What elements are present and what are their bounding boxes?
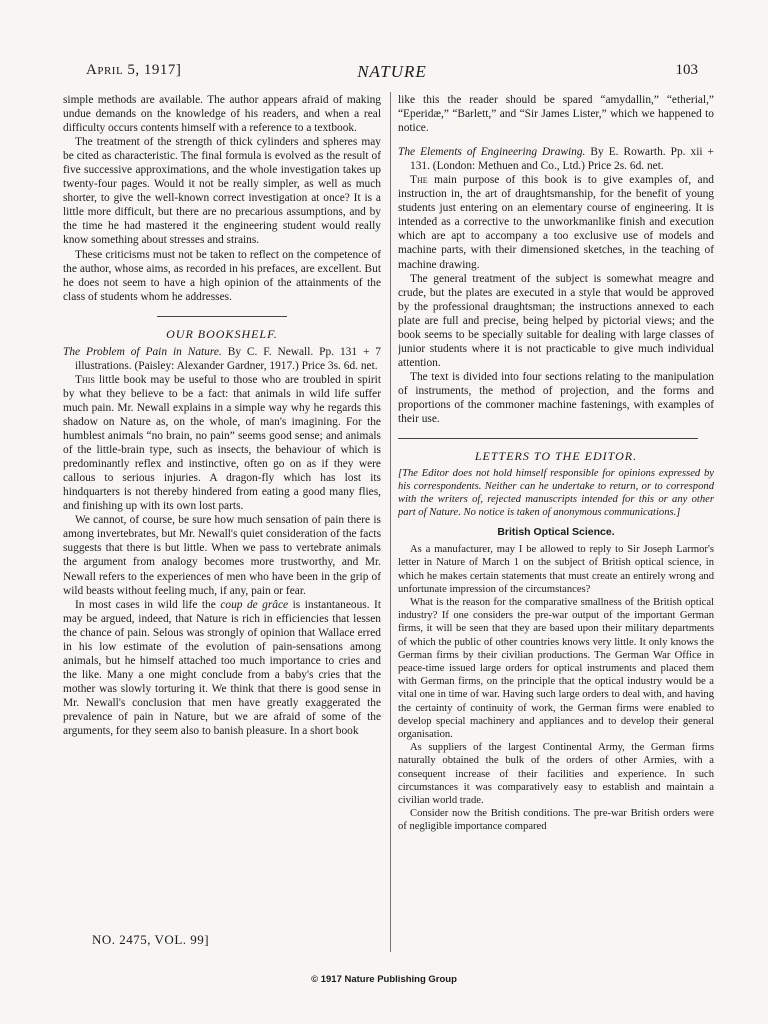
book-info: By C. F. Newall. Pp. 131 + 7 illustrations. (Paisley: Alexander Gardner, 1917.) Price 3s. 6d. net. — [75, 345, 381, 372]
section-rule — [157, 316, 287, 317]
header-page-number: 103 — [675, 62, 698, 78]
book-title: The Problem of Pain in Nature. — [63, 345, 222, 358]
paragraph: The treatment of the strength of thick cylinders and spheres may be cited as characteristic. The final formula is evolved as the result of five successive approximations, and the whole investigation takes up twenty-four pages. Would it not be really simpler, as well as much shorter, to give the well-known correct investigation at once? It is a little more difficult, but there are no precarious assumptions, and by the time he had mastered it the engineering student would really know something about stresses and strains. — [63, 136, 381, 247]
paragraph: The main purpose of this book is to give examples of, and instruction in, the art of draughtsmanship, for the benefit of young students just entering on an elementary course of engineering. It is intended as a corrective to the unworkmanlike finish and execution which are apt to accompany a too exclusive use of models and machine parts, with their dimensioned sketches, in the teaching of machine drawing. — [398, 174, 714, 271]
paragraph: The general treatment of the subject is somewhat meagre and crude, but the plates are executed in a style that would be approved by the professional draughtsman; the instructions annexed to each plate are full and precise, being helped by pictorial views; and the book seems to be specially suitable for dealing with large classes of junior students where it is not practicable to give much individual attention. — [398, 272, 714, 369]
paragraph: Consider now the British conditions. The pre-war British orders were of negligible importance compared — [398, 808, 714, 833]
book-citation — [63, 345, 381, 373]
editor-note: [The Editor does not hold himself responsible for opinions expressed by his correspondents. Neither can he undertake to return, or to correspond with the writers of, rejected manuscripts intended for this or any other part of Nature. No notice is taken of anonymous communications.] — [398, 468, 714, 519]
paragraph: As a manufacturer, may I be allowed to reply to Sir Joseph Larmor's letter in Nature of March 1 on the subject of British optical science, in which he makes certain statements that must create an entirely wrong and unfortunate impression of the circumstances? — [398, 544, 714, 595]
paragraph: simple methods are available. The author appears afraid of making undue demands on the knowledge of his readers, and when a real difficulty occurs contents himself with a reference to a textbook. — [63, 94, 381, 135]
book-citation — [398, 145, 714, 173]
copyright-notice: © 1917 Nature Publishing Group — [311, 974, 457, 985]
letter-subheading: British Optical Science. — [497, 526, 615, 539]
section-rule — [398, 438, 698, 439]
letter-body — [398, 543, 714, 833]
left-column — [63, 93, 381, 925]
paragraph: These criticisms must not be taken to reflect on the competence of the author, whose aims, as recorded in his prefaces, are excellent. But he does not seem to have a high opinion of the attainments of the class of students whom he addresses. — [63, 248, 381, 303]
header-date: April 5, 1917] — [86, 62, 182, 78]
book-title: The Elements of Engineering Drawing. — [398, 146, 586, 159]
column-divider — [390, 92, 391, 952]
lead-word: The — [410, 174, 428, 187]
header-journal-title: NATURE — [357, 62, 427, 81]
paragraph: like this the reader should be spared “amydallin,” “etherial,” “Eperidæ,” “Barlett,” and “Sir James Lister,” which we happened to notice. — [398, 94, 714, 135]
section-heading: OUR BOOKSHELF. — [166, 326, 278, 341]
right-column — [398, 93, 714, 945]
paragraph: What is the reason for the comparative smallness of the British optical industry? If one considers the pre-war output of the important German firms, it will be seen that they are based upon their military departments of which the public of other countries knows very little. It only knows the German firms by their civilian productions. The German War Office in peace-time issued large orders for optical instruments and placed them with German firms, on the principle that the optical industry would be a vital one in time of war. Having such large orders to deal with, and having the certainty of continuity of work, the German firms were enabled to develop special machinery and appliances and to develop their general organisation. — [398, 596, 714, 741]
section-heading: LETTERS TO THE EDITOR. — [474, 449, 638, 464]
paragraph: As suppliers of the largest Continental Army, the German firms naturally obtained the bulk of the orders of other Armies, with a consequent increase of their facilities and experience. In such circumstances it was comparatively easy to establish and maintain a civilian world trade. — [398, 742, 714, 807]
lead-word: This — [75, 373, 95, 386]
paragraph: The text is divided into four sections relating to the manipulation of instruments, the method of projection, and the forms and proportions of the commoner machine fastenings, with examples of their use. — [398, 370, 714, 426]
paragraph: We cannot, of course, be sure how much sensation of pain there is among invertebrates, but Mr. Newall's quiet consideration of the facts suggests that there is but little. When we pass to vertebrate animals the argument from analogy becomes more trustworthy, and Mr. Newall refers to the experiences of men who have been in the grip of wild beasts without feeling much, if any, pain or fear. — [63, 514, 381, 597]
paragraph: In most cases in wild life the coup de grâce is instantaneous. It may be argued, indeed, that Nature is rich in efficiencies that lessen the chance of pain. Selous was strongly of opinion that Wallace erred in his low estimate of the evolution of pain-sensations among animals, but he himself attached too much importance to cries and the like. Many a one might conclude from a baby's cries that the mother was slowly torturing it. We think that there is good sense in Mr. Newall's conclusion that men have greatly exaggerated the prevalence of pain in Nature, but we are afraid of some of the arguments, for they seem also to banish pleasure. In a short book — [63, 598, 381, 738]
running-header — [86, 62, 698, 86]
issue-footer: NO. 2475, VOL. 99] — [92, 932, 210, 947]
paragraph: This little book may be useful to those who are troubled in spirit by what they believe to be a fact: that animals in wild life suffer much pain. Mr. Newall explains in a simple way why he regards this shadow on Nature as, on the whole, of man's imagining. For the humblest animals “no brain, no pain” seems good sense; and animals of the little-brain type, such as insects, the behaviour of which is predominantly reflex and instinctive, often go on as if they were callous to serious injuries. A dragon-fly which has lost its hindquarters is not thereby hindered from eating a good many flies, and finishing up with its own lost parts. — [63, 373, 381, 513]
book-info: By E. Rowarth. Pp. xii + 131. (London: Methuen and Co., Ltd.) Price 2s. 6d. net. — [410, 146, 714, 173]
